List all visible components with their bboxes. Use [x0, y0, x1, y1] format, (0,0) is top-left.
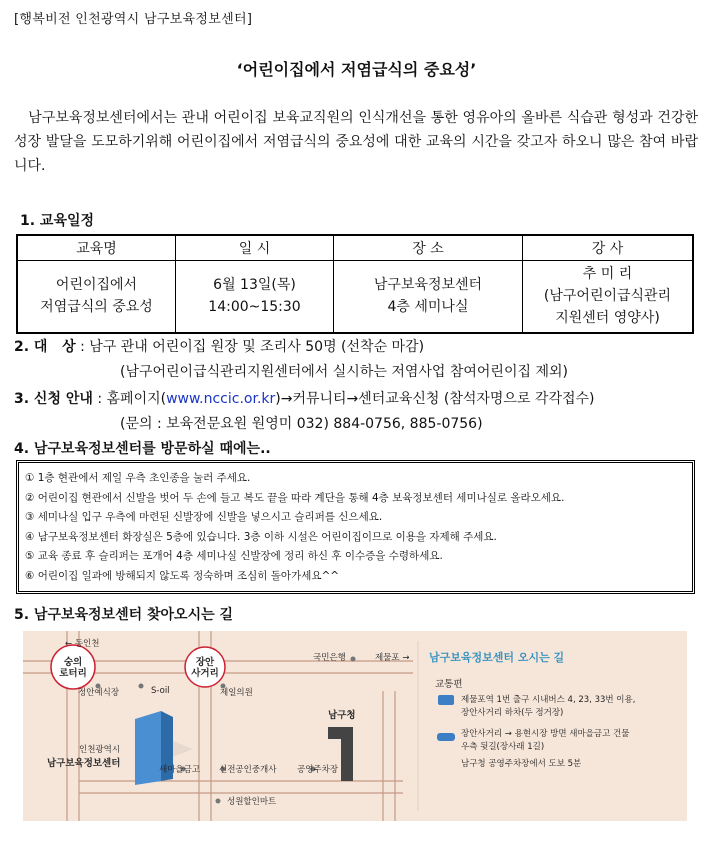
notice-item: ⑤ 교육 종료 후 슬리퍼는 포개어 4층 세미나실 신발장에 정리 하신 후 이수증을 수령하세요. — [25, 550, 443, 562]
label-center: 남구보육정보센터 — [47, 758, 121, 769]
cell-lecturer — [523, 261, 694, 333]
header-datetime: 일 시 — [176, 235, 334, 261]
apply-line — [14, 388, 595, 408]
section-schedule-title: 1. 교육일정 — [20, 213, 95, 229]
apply-contact: (문의 : 보육전문요원 원영미 032) 884-0756, 885-0756) — [120, 416, 483, 432]
header-place: 장 소 — [334, 235, 523, 261]
car-line-3: 남구청 공영주차장에서 도보 5분 — [461, 759, 582, 769]
label-dongincheon: ← 동인천 — [65, 639, 100, 649]
notice-item: ⑥ 어린이집 일과에 방해되지 않도록 정숙하며 조심히 돌아가세요^^ — [25, 569, 340, 582]
apply-label: 3. 신청 안내 — [14, 391, 93, 407]
cell-datetime — [176, 261, 334, 333]
transport-title: 교통편 — [435, 679, 463, 690]
target-label: 2. 대 상 — [14, 339, 76, 355]
cell-name — [17, 261, 176, 333]
notice-box — [16, 460, 695, 594]
map-roads — [23, 631, 687, 821]
bus-line-1: 제물포역 1번 출구 시내버스 4, 23, 33번 이용, — [461, 695, 636, 705]
notice-item: ③ 세미나실 입구 우측에 마련된 신발장에 신발을 넣으시고 슬리퍼를 신으세요. — [25, 511, 383, 523]
section-visit-title: 4. 남구보육정보센터를 방문하실 때에는.. — [14, 441, 271, 457]
label-soil: S-oil — [151, 686, 170, 696]
intro-paragraph — [14, 106, 698, 178]
car-line-2: 우측 뒷길(장사래 1길) — [461, 742, 545, 752]
document-title: ‘어린이집에서 저염급식의 중요성’ — [236, 60, 477, 79]
directions-map — [23, 631, 687, 821]
label-jemulpo: 제물포 → — [375, 653, 410, 663]
label-public-parking: 공영주차장 — [297, 765, 339, 775]
label-sungui-rotary: 숭의 로터리 — [59, 657, 87, 679]
place-line-1: 남구보육정보센터 — [373, 277, 483, 294]
header-lecturer: 강 사 — [523, 235, 694, 261]
schedule-header-row — [17, 235, 693, 261]
apply-prefix: : 홈페이지( — [97, 391, 167, 407]
section-directions-title: 5. 남구보육정보센터 찾아오시는 길 — [14, 607, 234, 623]
target-line-1 — [14, 336, 424, 356]
label-sinjeon-realty: 신전공인중개사 — [219, 765, 277, 775]
notice-item: ④ 남구보육정보센터 화장실은 5층에 있습니다. 3층 이하 시설은 어린이집이므로 이용을 자제해 주세요. — [25, 530, 497, 543]
apply-suffix: )→커뮤니티→센터교육신청 (참석자명으로 각각접수) — [275, 391, 595, 407]
cell-place — [334, 261, 523, 333]
label-kookmin-bank: 국민은행 — [313, 653, 346, 663]
notice-item: ① 1층 현관에서 제일 우측 초인종을 눌러 주세요. — [25, 472, 251, 484]
target-text: : 남구 관내 어린이집 원장 및 조리사 50명 (선착순 마감) — [80, 339, 425, 355]
schedule-row — [17, 261, 693, 333]
label-jungan-hall: 정안예식장 — [78, 688, 120, 698]
lecturer-org-1: (남구어린이급식관리 — [543, 288, 672, 305]
label-jangan-crossroad: 장안 사거리 — [191, 657, 219, 679]
lecturer-name: 추 미 리 — [582, 266, 633, 283]
homepage-link[interactable]: www.nccic.or.kr — [166, 391, 276, 407]
header-name: 교육명 — [17, 235, 176, 261]
bus-line-2: 장안사거리 하차(두 정거장) — [461, 708, 564, 718]
map-legend-title: 남구보육정보센터 오시는 길 — [429, 651, 565, 664]
label-saemaeul-bank: 새마을금고 — [159, 765, 201, 775]
place-line-2: 4층 세미나실 — [387, 299, 469, 316]
date-text: 6월 13일(목) — [213, 277, 296, 294]
car-line-1: 장안사거리 → 용현시장 방면 새마을금고 건물 — [461, 729, 630, 739]
name-line-2: 저염급식의 중요성 — [40, 299, 153, 316]
notice-item: ② 어린이집 현관에서 신발을 벗어 두 손에 들고 복도 끝을 따라 계단을 통해 4층 보육정보센터 세미나실로 올라오세요. — [25, 491, 565, 504]
label-namgu-office: 남구청 — [328, 710, 356, 721]
label-jaeil-clinic: 제일의원 — [220, 688, 253, 698]
lecturer-org-2: 지원센터 영양사) — [555, 310, 660, 327]
name-line-1: 어린이집에서 — [55, 277, 138, 294]
label-incheon-city: 인천광역시 — [79, 745, 121, 755]
schedule-table — [16, 234, 694, 334]
time-text: 14:00~15:30 — [208, 299, 301, 316]
label-seongwon-mart: 성원할인마트 — [227, 797, 277, 807]
intro-text: 남구보육정보센터에서는 관내 어린이집 보육교직원의 인식개선을 통한 영유아의 올바른 식습관 형성과 건강한 성장 발달을 도모하기위해 어린이집에서 저염급식의 중요성에 대한 교육의 시간을 갖고자 하오니 많은 참여 바랍니다. — [14, 110, 698, 174]
header-org: [행복비전 인천광역시 남구보육정보센터] — [14, 12, 253, 27]
target-line-2: (남구어린이급식관리지원센터에서 실시하는 저염사업 참여어린이집 제외) — [120, 364, 568, 380]
